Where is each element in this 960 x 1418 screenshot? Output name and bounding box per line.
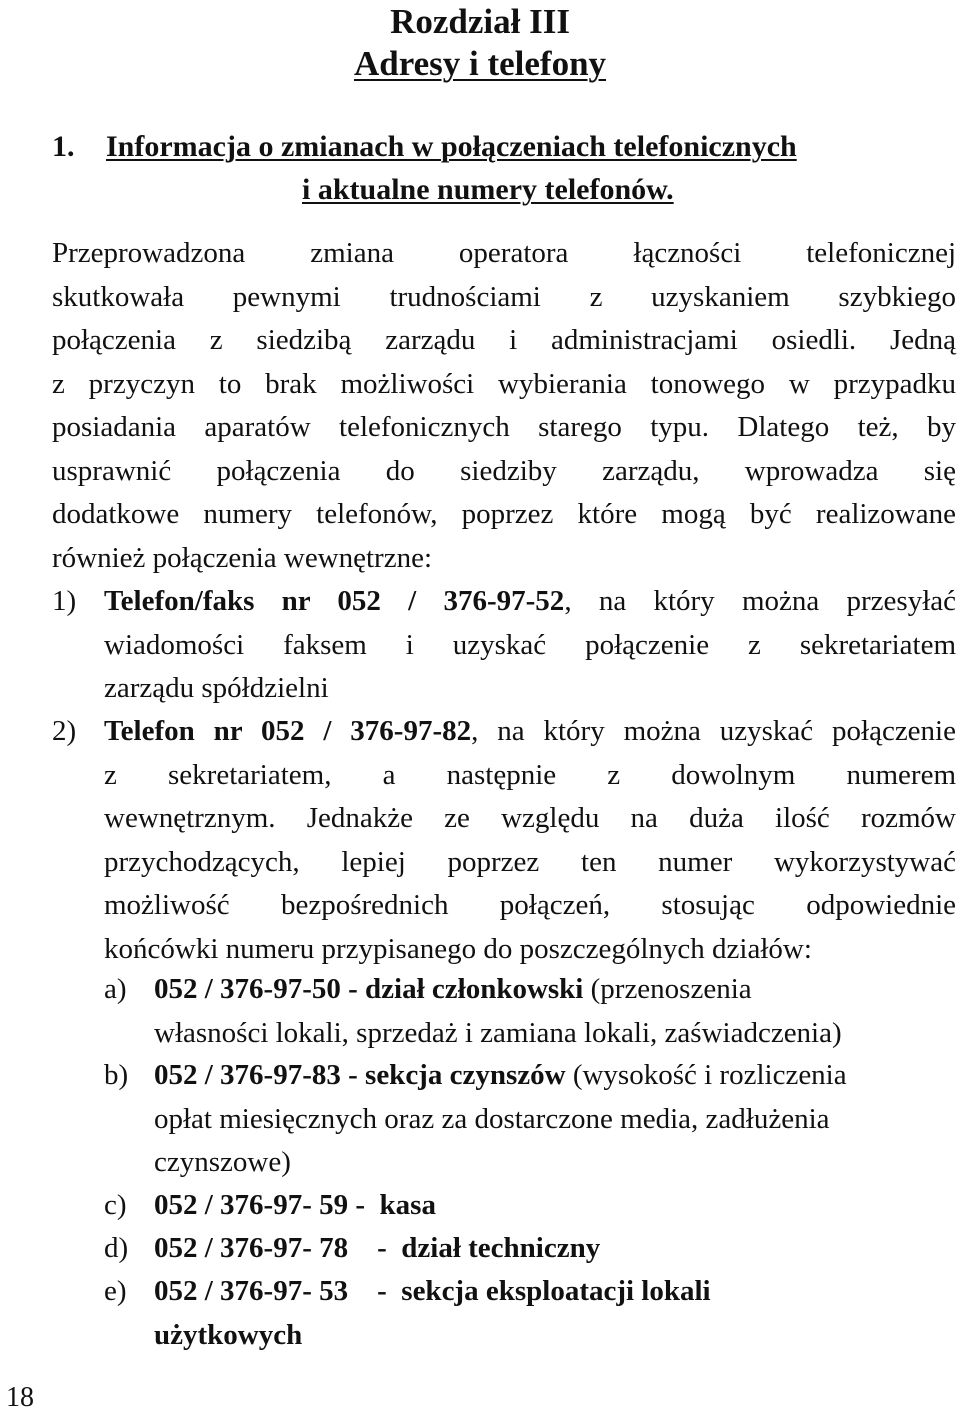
list-item-line: końcówki numeru przypisanego do poszczególnych działów:	[104, 932, 812, 965]
sublist-item-first-line	[154, 968, 954, 1012]
list-item-text: , na który można przesyłać	[564, 585, 956, 617]
list-marker: 2)	[52, 715, 77, 747]
intro-line: skutkowała pewnymi trudnościami z uzyskaniem szybkiego	[52, 280, 956, 313]
section-title-line-1: Informacja o zmianach w połączeniach telefonicznych	[106, 130, 797, 163]
intro-line: posiadania aparatów telefonicznych starego typu. Dlatego też, by	[52, 411, 956, 443]
sublist-item-first-line	[154, 1270, 954, 1314]
extension-bold-continued: użytkowych	[154, 1318, 303, 1351]
section-number: 1.	[52, 130, 75, 163]
intro-line: Przeprowadzona zmiana operatora łączności telefonicznej	[52, 237, 956, 269]
phone-number-bold: Telefon/faks nr 052 / 376-97-52	[104, 585, 565, 617]
sublist-item-a	[104, 968, 956, 1056]
list-item-first-line	[104, 710, 956, 754]
phone-number-bold: Telefon nr 052 / 376-97-82	[104, 715, 472, 747]
list-item-first-line	[104, 580, 956, 624]
chapter-title: Adresy i telefony	[353, 44, 607, 83]
extension-bold: 052 / 376-97-83 - sekcja czynszów	[154, 1059, 566, 1091]
extension-bold: 052 / 376-97-50 - dział członkowski	[154, 973, 584, 1005]
list-item-line: wiadomości faksem i uzyskać połączenie z sekretariatem	[104, 628, 956, 661]
chapter-label: Rozdział III	[390, 2, 570, 41]
sublist-item-first-line	[154, 1054, 954, 1098]
intro-line: z przyczyn to brak możliwości wybierania tonowego w przypadku	[52, 367, 956, 400]
sublist-item-first-line	[154, 1184, 954, 1228]
sublist-item-d	[104, 1227, 956, 1271]
sublist-item-e	[104, 1270, 956, 1358]
extension-bold: 052 / 376-97- 53 - sekcja eksploatacji lokali	[154, 1275, 711, 1307]
sublist-marker: a)	[104, 973, 127, 1005]
sublist-item-line: czynszowe)	[154, 1146, 291, 1178]
sublist-marker: c)	[104, 1189, 127, 1221]
extension-bold: 052 / 376-97- 59 - kasa	[154, 1189, 436, 1221]
list-marker: 1)	[52, 585, 77, 617]
intro-line: połączenia z siedzibą zarządu i administracjami osiedli. Jedną	[52, 324, 956, 356]
sublist-marker: d)	[104, 1232, 129, 1264]
intro-paragraph	[52, 232, 956, 580]
section-title-line-2: i aktualne numery telefonów.	[302, 173, 674, 206]
list-item-line: zarządu spółdzielni	[104, 672, 329, 704]
sublist-item-text: (przenoszenia	[583, 973, 752, 1005]
sublist-item-line: opłat miesięcznych oraz za dostarczone media, zadłużenia	[154, 1102, 830, 1135]
list-item-line: przychodzących, lepiej poprzez ten numer wykorzystywać	[104, 845, 956, 878]
list-item-2	[52, 710, 956, 972]
list-item-text: , na który można uzyskać połączenie	[471, 715, 956, 747]
extension-bold: 052 / 376-97- 78 - dział techniczny	[154, 1232, 601, 1264]
list-item-line: z sekretariatem, a następnie z dowolnym numerem	[104, 758, 956, 791]
sublist-item-first-line	[154, 1227, 954, 1271]
list-item-line: możliwość bezpośrednich połączeń, stosując odpowiednie	[104, 889, 956, 921]
sublist-item-line	[154, 1314, 954, 1358]
list-item-1	[52, 580, 956, 711]
list-item-line: wewnętrznym. Jednakże ze względu na duża ilość rozmów	[104, 802, 956, 834]
sublist-item-b	[104, 1054, 956, 1185]
sublist-item-c	[104, 1184, 956, 1228]
intro-line: również połączenia wewnętrzne:	[52, 541, 433, 574]
intro-line: usprawnić połączenia do siedziby zarządu, wprowadza się	[52, 454, 956, 487]
page-number: 18	[6, 1382, 34, 1413]
sublist-item-text: (wysokość i rozliczenia	[565, 1059, 847, 1091]
sublist-item-line: własności lokali, sprzedaż i zamiana lokali, zaświadczenia)	[154, 1016, 842, 1049]
sublist-marker: b)	[104, 1059, 129, 1091]
intro-line: dodatkowe numery telefonów, poprzez które mogą być realizowane	[52, 498, 956, 530]
sublist-marker: e)	[104, 1275, 127, 1307]
